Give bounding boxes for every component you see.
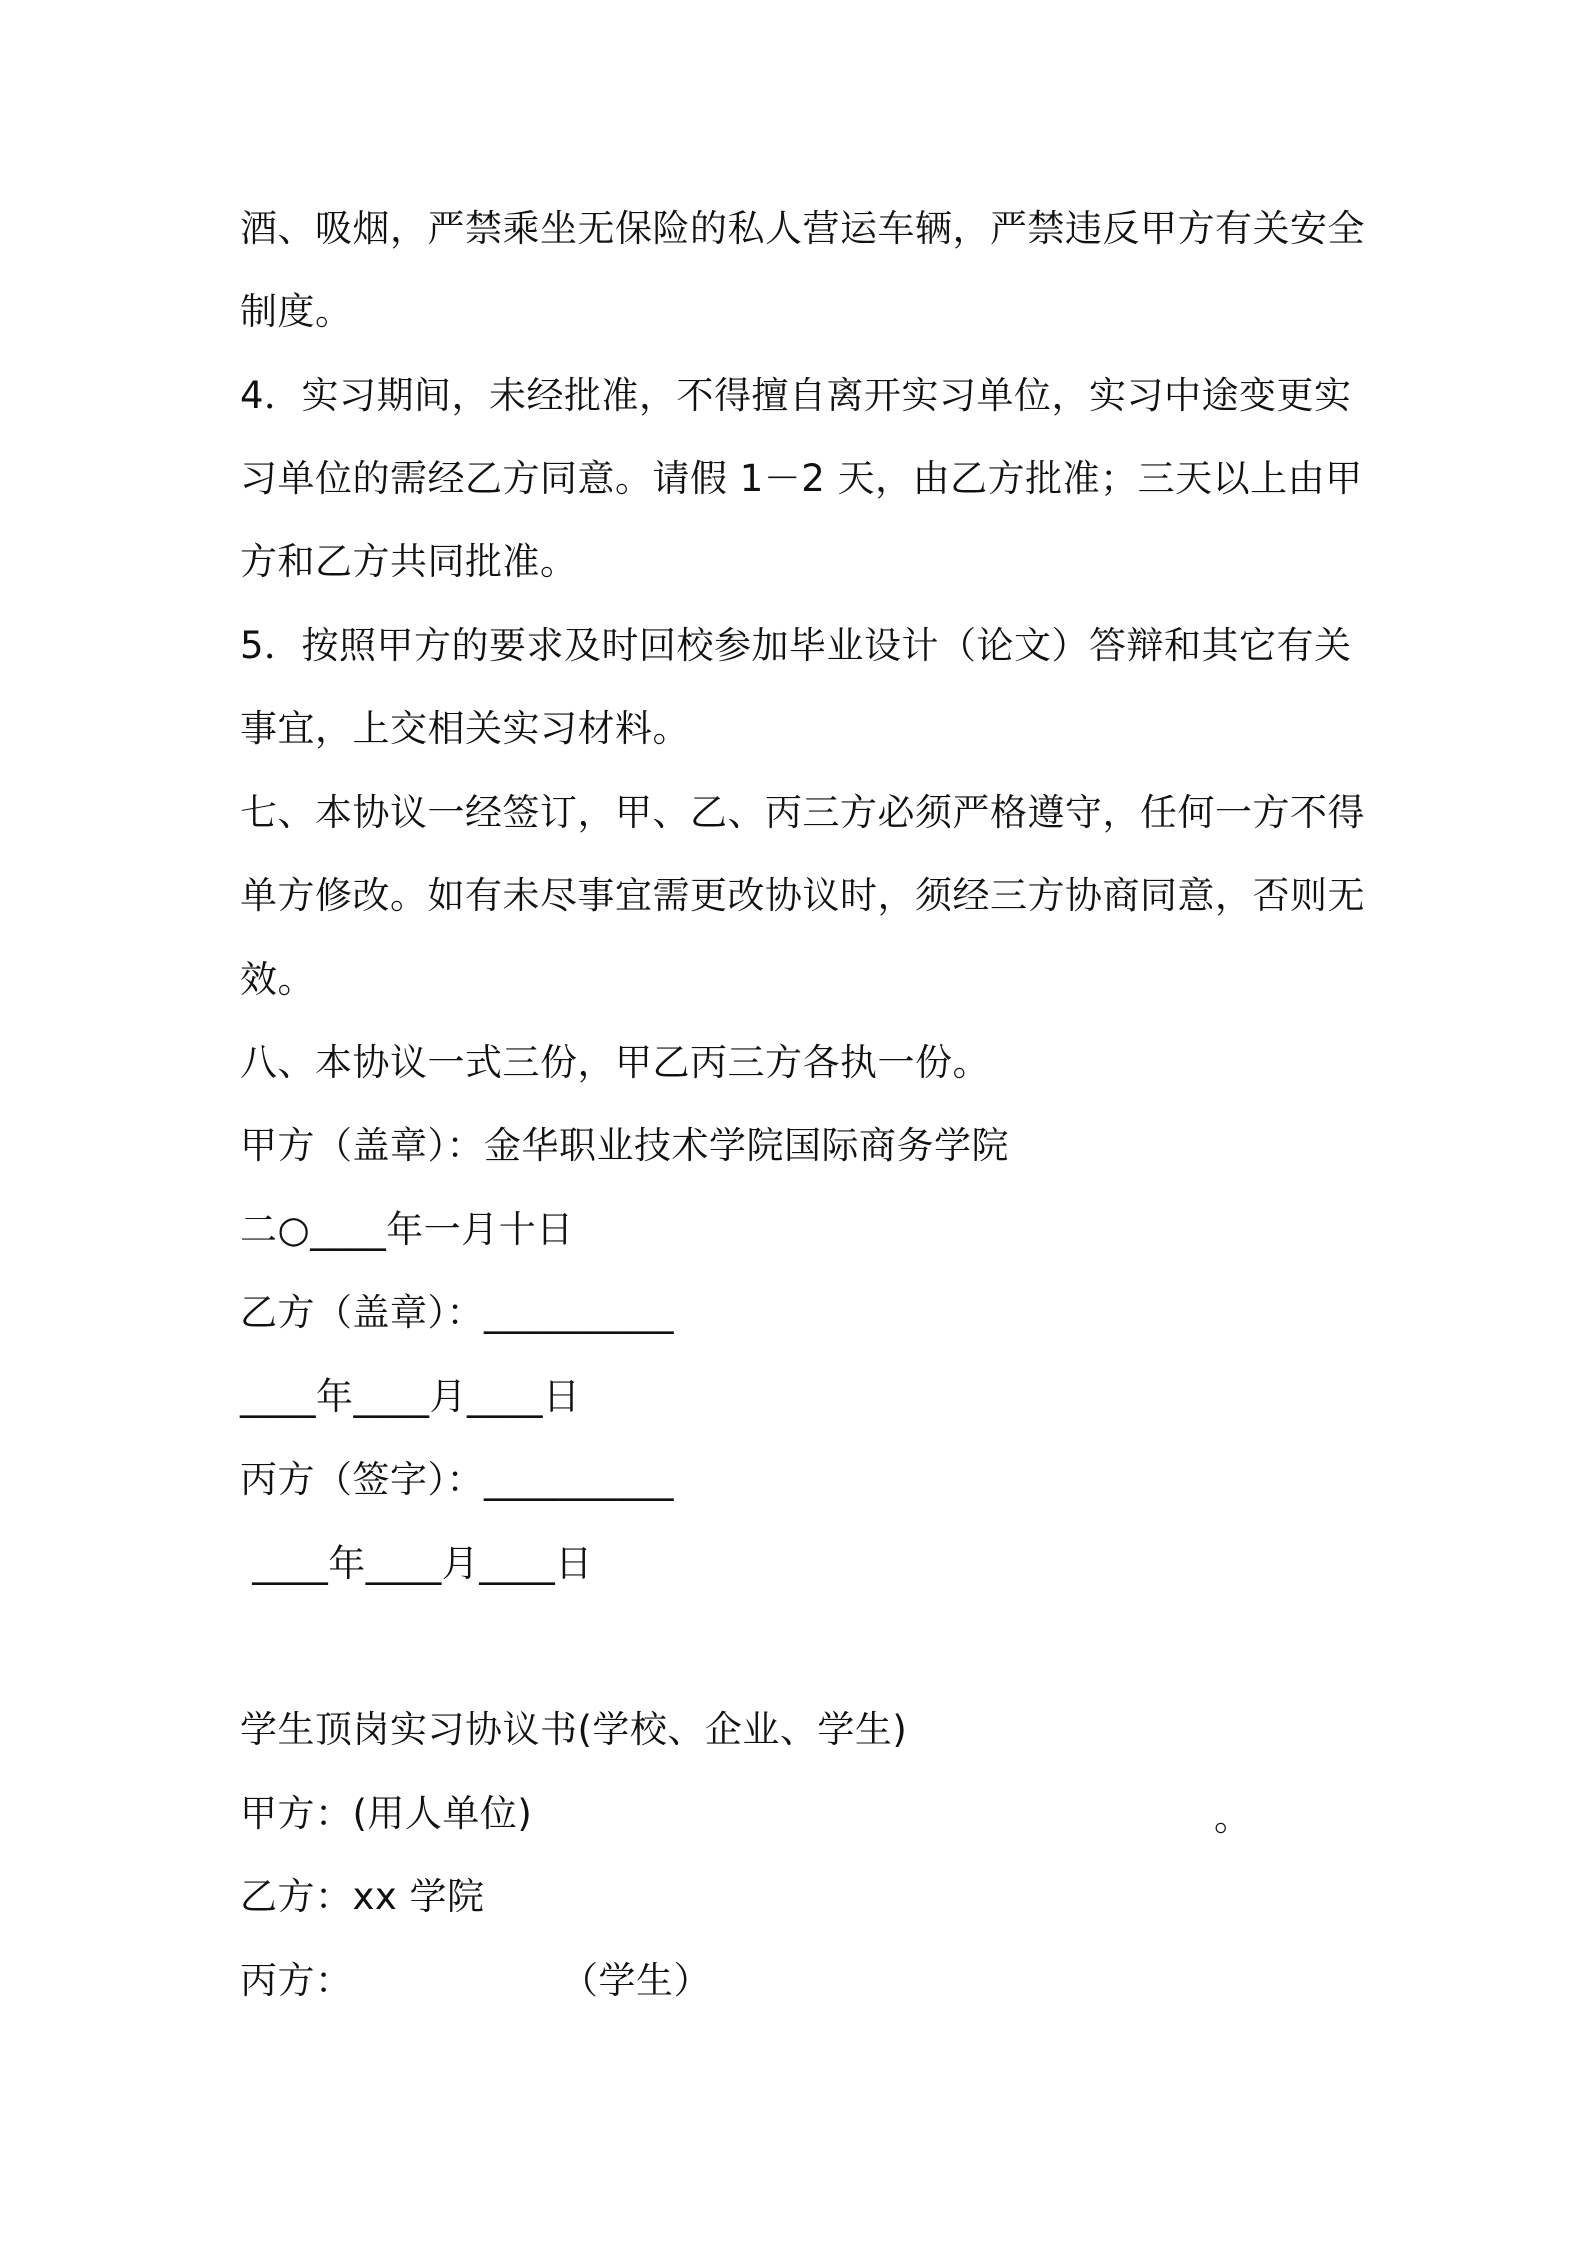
clause-5-line-2: 事宜，上交相关实习材料。: [240, 707, 690, 750]
article-7-line-3: 效。: [240, 958, 315, 1001]
article-7-line-1: 七、本协议一经签订，甲、乙、丙三方必须严格遵守，任何一方不得: [240, 791, 1365, 834]
text-line-2: 制度。: [240, 290, 353, 333]
party-c-signature-line: 丙方（签字）：__________: [240, 1458, 674, 1501]
party-a-trailing-mark: 。: [1214, 1796, 1251, 1839]
article-7-line-2: 单方修改。如有未尽事宜需更改协议时，须经三方协商同意，否则无: [240, 874, 1365, 917]
party-a-employer-line: 甲方：(用人单位): [240, 1792, 533, 1835]
clause-4-line-2: 习单位的需经乙方同意。请假 1－2 天，由乙方批准；三天以上由甲: [240, 457, 1363, 500]
clause-4-line-1: 4．实习期间，未经批准，不得擅自离开实习单位，实习中途变更实: [240, 374, 1352, 417]
party-c-date-line: ____年____月____日: [240, 1542, 593, 1585]
party-b-college-line: 乙方：xx 学院: [240, 1875, 485, 1918]
clause-4-line-3: 方和乙方共同批准。: [240, 540, 578, 583]
party-b-date-line: ____年____月____日: [240, 1375, 581, 1418]
article-8-line: 八、本协议一式三份，甲乙丙三方各执一份。: [240, 1041, 990, 1084]
agreement-title: 学生顶岗实习协议书(学校、企业、学生): [240, 1708, 908, 1751]
text-line-1: 酒、吸烟，严禁乘坐无保险的私人营运车辆，严禁违反甲方有关安全: [240, 207, 1365, 250]
party-a-date-line: 二○____年一月十日: [240, 1208, 574, 1251]
clause-5-line-1: 5．按照甲方的要求及时回校参加毕业设计（论文）答辩和其它有关: [240, 624, 1352, 667]
party-c-student-line: 丙方： （学生）: [240, 1959, 711, 2002]
party-b-seal-line: 乙方（盖章）：__________: [240, 1291, 674, 1334]
party-a-seal-line: 甲方（盖章）：金华职业技术学院国际商务学院: [240, 1124, 1009, 1167]
